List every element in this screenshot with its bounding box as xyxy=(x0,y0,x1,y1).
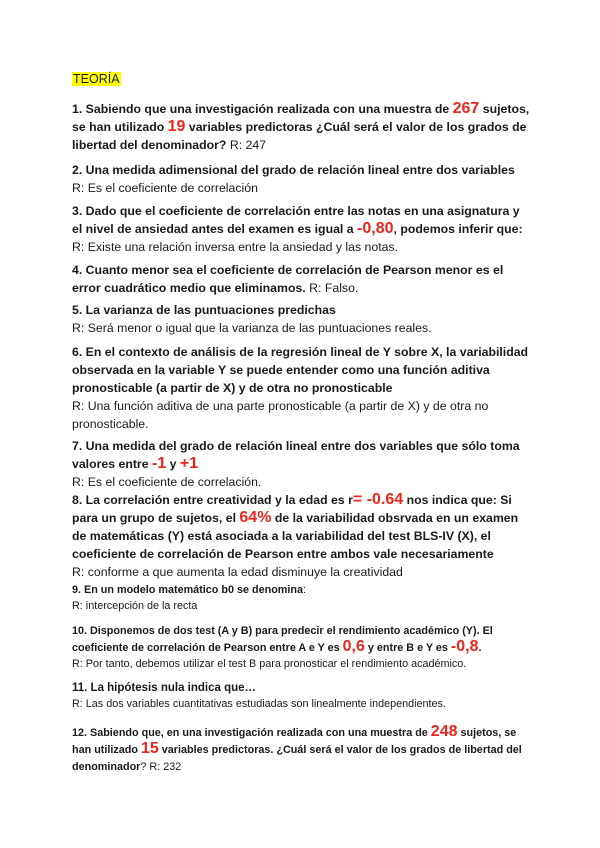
question-text: 5. La varianza de las puntuaciones predichas xyxy=(72,303,336,317)
question-text: variables predictoras ¿Cuál será el valor de los grados de libertad del denominador? xyxy=(72,120,527,152)
highlight-number: 64% xyxy=(239,509,272,526)
question-5 xyxy=(72,301,532,337)
answer-text: R: Será menor o igual que la varianza de las puntuaciones reales. xyxy=(72,321,432,335)
question-text: 8. La correlación entre creatividad y la edad es r xyxy=(72,493,353,507)
highlight-number: 248 xyxy=(430,723,458,740)
question-text: 6. En el contexto de análisis de la regresión lineal de Y sobre X, la variabilidad observada en la variable Y se puede entender como una función aditiva pronosticable (a partir de X) y de otra no pronosticable xyxy=(72,345,529,395)
question-6 xyxy=(72,343,532,433)
question-11 xyxy=(72,680,532,712)
question-text: 9. En un modelo matemático b0 se denomina xyxy=(72,584,303,596)
question-8 xyxy=(72,491,532,581)
question-text: y entre B e Y es xyxy=(364,642,451,654)
question-text: 7. Una medida del grado de relación lineal entre dos variables que sólo toma valores entre xyxy=(72,439,520,471)
section-title-highlight: TEORÍA xyxy=(73,72,120,86)
question-2 xyxy=(72,161,532,197)
question-1 xyxy=(72,100,532,154)
highlight-number: 19 xyxy=(167,118,186,135)
answer-text: R: conforme a que aumenta la edad disminuye la creatividad xyxy=(72,565,403,579)
answer-text: R: 247 xyxy=(226,138,267,152)
question-10 xyxy=(72,622,532,672)
answer-text: R: Una función aditiva de una parte pronosticable (a partir de X) y de otra no pronosticable. xyxy=(72,399,489,431)
highlight-number: = -0.64 xyxy=(352,491,404,508)
question-text: 11. La hipótesis nula indica que… xyxy=(72,682,257,694)
question-3 xyxy=(72,202,532,256)
question-text: 12. Sabiendo que, en una investigación realizada con una muestra de xyxy=(72,727,431,739)
question-text: nos indica que: Si para un grupo de sujetos, el xyxy=(72,493,512,525)
answer-text: R: Existe una relación inversa entre la ansiedad y las notas. xyxy=(72,240,399,254)
question-text: . xyxy=(478,642,482,654)
question-9 xyxy=(72,581,532,614)
question-text: , podemos inferir que: xyxy=(393,222,523,236)
question-text: sujetos, se han utilizado xyxy=(72,102,530,134)
answer-text: R: Es el coeficiente de correlación. xyxy=(72,475,262,489)
highlight-number: -0,8 xyxy=(450,638,479,655)
answer-text: ? R: 232 xyxy=(140,761,182,773)
question-4 xyxy=(72,261,532,297)
question-7 xyxy=(72,437,532,491)
answer-text: R: Es el coeficiente de correlación xyxy=(72,181,258,195)
question-text-colon: : xyxy=(302,584,306,596)
answer-text: R: intercepción de la recta xyxy=(72,600,198,612)
question-text: 2. Una medida adimensional del grado de relación lineal entre dos variables xyxy=(72,163,515,177)
answer-text: R: Falso. xyxy=(305,281,359,295)
question-text: de la variabilidad obsrvada en un examen de matemáticas (Y) está asociada a la variabilidad del test BLS-IV (X), el coeficiente de correlación de Pearson entre ambos vale necesariamente xyxy=(72,511,519,561)
question-text: sujetos, se han utilizado xyxy=(72,727,517,756)
question-12 xyxy=(72,724,532,775)
question-text: variables predictoras. ¿Cuál será el valor de los grados de libertad del denominador xyxy=(72,744,522,773)
highlight-number: -1 xyxy=(151,455,167,472)
answer-text: R: Las dos variables cuantitativas estudiadas son linealmente independientes. xyxy=(72,698,446,710)
highlight-number: 267 xyxy=(452,100,480,117)
question-text: 1. Sabiendo que una investigación realizada con una muestra de xyxy=(72,102,453,116)
highlight-number: -0,80 xyxy=(357,220,394,237)
highlight-number: 0,6 xyxy=(342,638,365,655)
question-text: 10. Disponemos de dos test (A y B) para predecir el rendimiento académico (Y). El coeficiente de correlación de Pearson entre A e Y es xyxy=(72,625,493,654)
question-text: y xyxy=(166,457,180,471)
highlight-number: +1 xyxy=(179,455,199,472)
question-text: 4. Cuanto menor sea el coeficiente de correlación de Pearson menor es el error cuadrático medio que eliminamos. xyxy=(72,263,504,295)
question-text: 3. Dado que el coeficiente de correlación entre las notas en una asignatura y el nivel de ansiedad antes del examen es igual a xyxy=(72,204,520,236)
highlight-number: 15 xyxy=(140,740,159,757)
answer-text: R: Por tanto, debemos utilizar el test B para pronosticar el rendimiento académico. xyxy=(72,658,467,670)
